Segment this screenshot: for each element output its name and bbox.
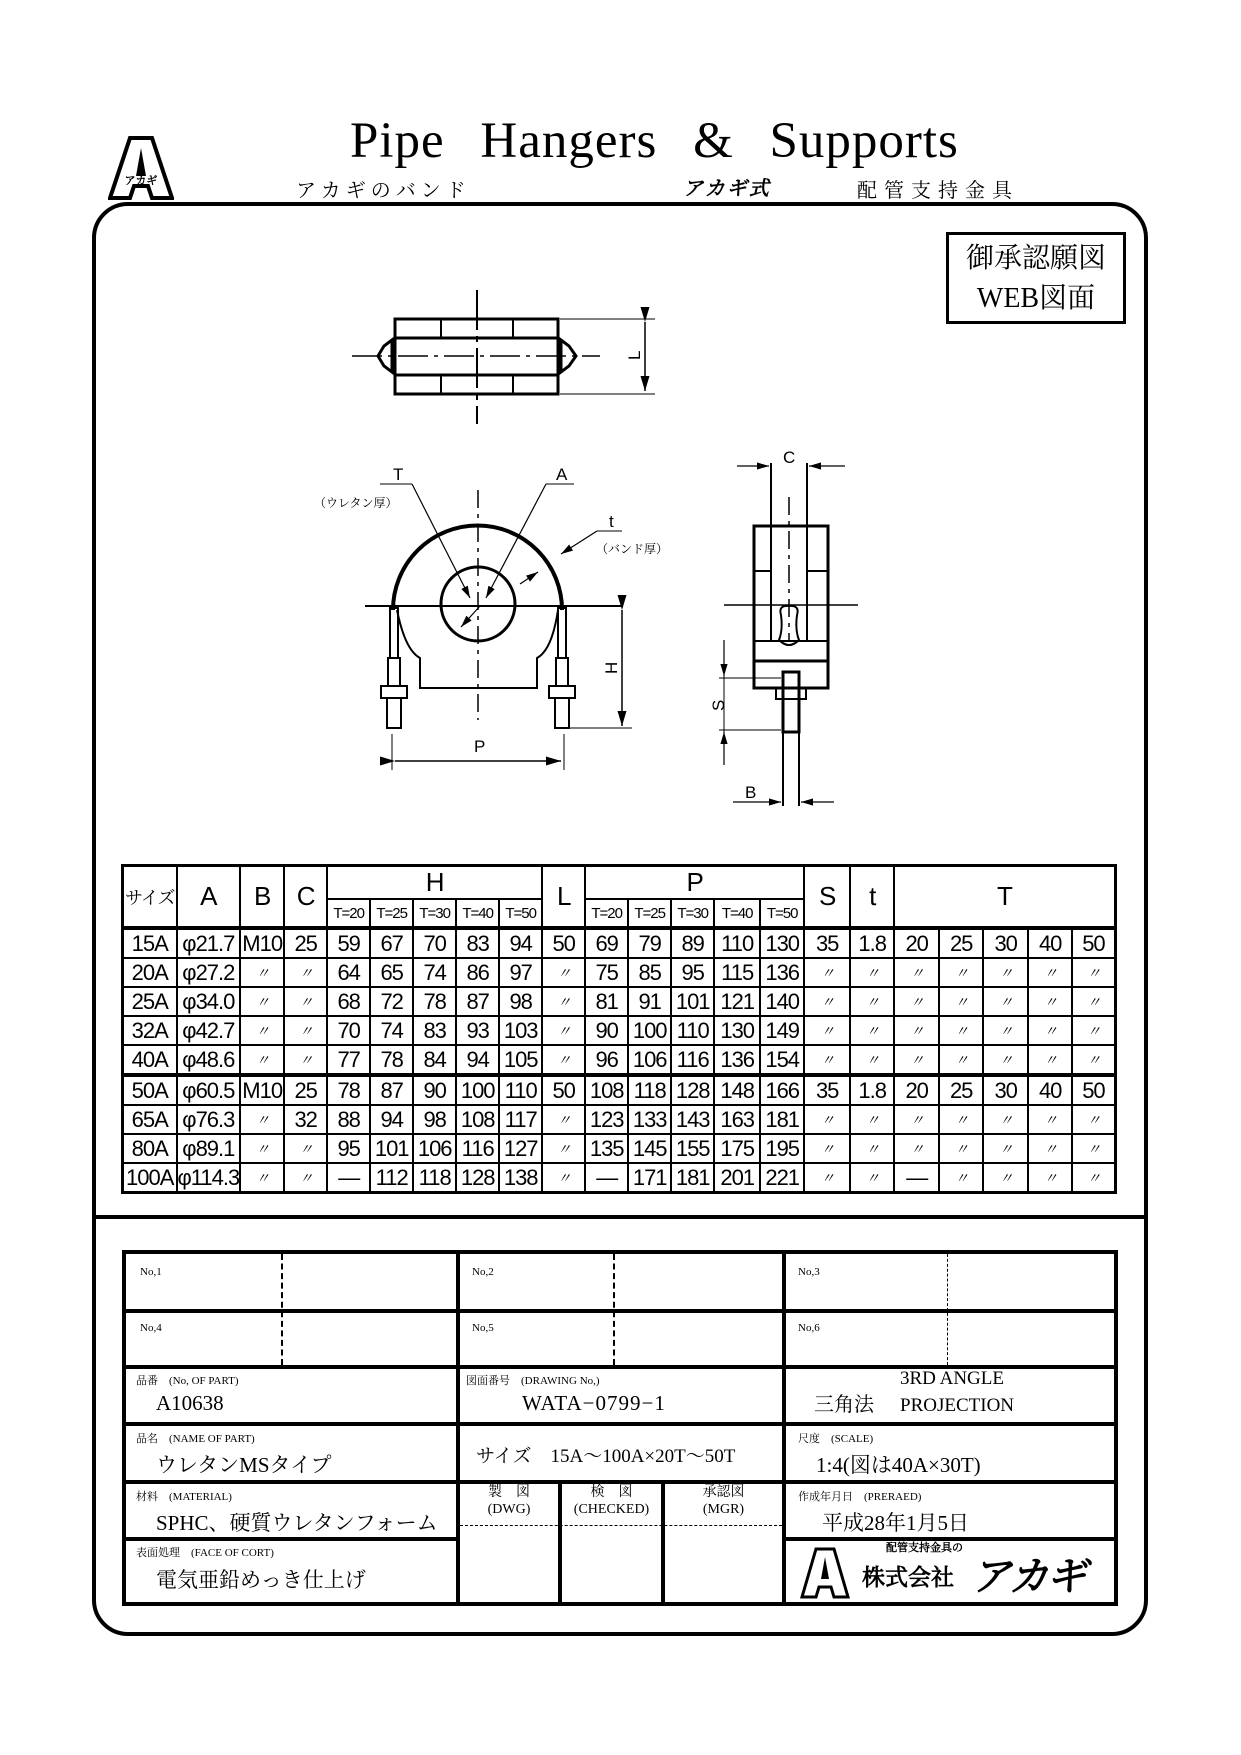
cell-S: 〃 xyxy=(804,1163,850,1193)
tb-line xyxy=(126,1422,1114,1426)
cell-H: 95 xyxy=(327,1134,370,1163)
cell-L: 〃 xyxy=(542,1105,585,1134)
cell-A: φ48.6 xyxy=(177,1045,241,1075)
cell-S: 〃 xyxy=(804,958,850,987)
cell-size: 32A xyxy=(123,1016,177,1045)
cell-T: 〃 xyxy=(894,958,939,987)
revision-slot-1: No,1 xyxy=(140,1266,162,1278)
cell-T: 〃 xyxy=(939,1134,983,1163)
revision-slot-3: No,3 xyxy=(798,1266,820,1278)
cell-t: 〃 xyxy=(850,1045,894,1075)
cell-P: 221 xyxy=(760,1163,804,1193)
projection-en-line1: 3RD ANGLE xyxy=(900,1368,1004,1389)
cell-H: 87 xyxy=(456,987,499,1016)
cell-H: 64 xyxy=(327,958,370,987)
cell-H: 94 xyxy=(370,1105,413,1134)
cell-size: 50A xyxy=(123,1075,177,1105)
cell-B: 〃 xyxy=(240,1045,284,1075)
cell-A: φ34.0 xyxy=(177,987,241,1016)
date-label: 作成年月日 (PRERAED) xyxy=(798,1491,922,1503)
cell-T: 〃 xyxy=(894,1134,939,1163)
cell-P: 75 xyxy=(585,958,628,987)
cell-T: 50 xyxy=(1072,1075,1115,1105)
cell-H: 72 xyxy=(370,987,413,1016)
cell-B: M10 xyxy=(240,1075,284,1105)
cell-T: 〃 xyxy=(1028,987,1072,1016)
cell-A: φ89.1 xyxy=(177,1134,241,1163)
company-logo xyxy=(786,1541,1114,1602)
top-view xyxy=(352,290,655,424)
cell-T: 〃 xyxy=(939,958,983,987)
cell-T: 〃 xyxy=(1072,987,1115,1016)
cell-T: 40 xyxy=(1028,1075,1072,1105)
scale-value: 1:4(図は40A×30T) xyxy=(816,1453,981,1477)
cell-H: 86 xyxy=(456,958,499,987)
cell-A: φ27.2 xyxy=(177,958,241,987)
cell-P: 91 xyxy=(628,987,671,1016)
cell-P: 95 xyxy=(671,958,714,987)
cell-H: 94 xyxy=(456,1045,499,1075)
table-row xyxy=(123,1163,1116,1193)
company-tagline: 配管支持金具の xyxy=(886,1541,963,1554)
cell-size: 40A xyxy=(123,1045,177,1075)
cell-P: 116 xyxy=(671,1045,714,1075)
col-header-H: H xyxy=(327,866,542,900)
cell-H: 74 xyxy=(413,958,456,987)
cell-A: φ42.7 xyxy=(177,1016,241,1045)
cell-L: 〃 xyxy=(542,987,585,1016)
cell-T: 〃 xyxy=(1072,1163,1115,1193)
tb-line xyxy=(126,1309,1114,1313)
cell-P: 115 xyxy=(714,958,760,987)
cell-H: 83 xyxy=(456,928,499,958)
cell-S: 35 xyxy=(804,928,850,958)
cell-P: 135 xyxy=(585,1134,628,1163)
cell-H: 105 xyxy=(499,1045,542,1075)
sign-box-checked xyxy=(562,1484,661,1518)
cell-H: 78 xyxy=(327,1075,370,1105)
subtitle-right: 配管支持金具 xyxy=(857,178,1019,202)
cell-T: 〃 xyxy=(1072,1105,1115,1134)
tb-dashed-line xyxy=(613,1254,615,1365)
cell-A: φ114.3 xyxy=(177,1163,241,1193)
scale-label: 尺度 (SCALE) xyxy=(798,1433,874,1445)
cell-T: 30 xyxy=(983,928,1028,958)
cell-H: 70 xyxy=(413,928,456,958)
cell-P: 81 xyxy=(585,987,628,1016)
company-name: アカギ xyxy=(971,1554,1085,1600)
sub-header-P-T50: T=50 xyxy=(760,899,804,928)
cell-T: 20 xyxy=(894,928,939,958)
col-header-T: T xyxy=(894,866,1115,929)
table-row xyxy=(123,1016,1116,1045)
subtitle-brand: アカギ式 xyxy=(683,176,771,200)
date-value: 平成28年1月5日 xyxy=(822,1511,969,1535)
cell-H: 70 xyxy=(327,1016,370,1045)
tb-line xyxy=(456,1254,460,1602)
part-name-label: 品名 (NAME OF PART) xyxy=(136,1433,255,1445)
front-view xyxy=(365,484,632,770)
cell-L: 〃 xyxy=(542,1016,585,1045)
approved-label-jp: 承認図 xyxy=(702,1485,745,1500)
cell-H: 128 xyxy=(456,1163,499,1193)
cell-size: 65A xyxy=(123,1105,177,1134)
col-header-size: サイズ xyxy=(123,866,177,929)
cell-P: 108 xyxy=(585,1075,628,1105)
tb-dashed-line xyxy=(947,1254,948,1365)
cell-L: 〃 xyxy=(542,958,585,987)
col-header-P: P xyxy=(585,866,804,900)
sub-header-H-T25: T=25 xyxy=(370,899,413,928)
col-header-S: S xyxy=(804,866,850,929)
cell-T: 〃 xyxy=(1028,1045,1072,1075)
cell-T: 〃 xyxy=(894,1016,939,1045)
cell-T: 〃 xyxy=(983,1134,1028,1163)
sub-header-P-T25: T=25 xyxy=(628,899,671,928)
part-name-value: ウレタンMSタイプ xyxy=(156,1453,332,1477)
cell-L: 50 xyxy=(542,1075,585,1105)
revision-slot-4: No,4 xyxy=(140,1322,162,1334)
cell-t: 1.8 xyxy=(850,1075,894,1105)
cell-H: 83 xyxy=(413,1016,456,1045)
col-header-t: t xyxy=(850,866,894,929)
cell-P: 136 xyxy=(760,958,804,987)
cell-T: 〃 xyxy=(1072,1016,1115,1045)
drawing-no-value: WATA−0799−1 xyxy=(522,1391,666,1415)
tb-dashed-line xyxy=(281,1254,283,1365)
cell-H: 65 xyxy=(370,958,413,987)
cell-H: 84 xyxy=(413,1045,456,1075)
col-header-B: B xyxy=(240,866,284,929)
cell-S: 〃 xyxy=(804,1045,850,1075)
cell-P: 90 xyxy=(585,1016,628,1045)
dim-label-P: P xyxy=(474,737,486,756)
cell-T: 〃 xyxy=(983,1105,1028,1134)
dim-label-B: B xyxy=(745,783,757,802)
drawn-label-en: (DWG) xyxy=(487,1502,531,1517)
cell-B: 〃 xyxy=(240,1134,284,1163)
cell-B: 〃 xyxy=(240,1016,284,1045)
cell-T: 〃 xyxy=(1028,1016,1072,1045)
akagi-logo-small-icon xyxy=(800,1547,850,1599)
checked-label-en: (CHECKED) xyxy=(573,1502,650,1517)
cell-L: 〃 xyxy=(542,1045,585,1075)
cell-size: 80A xyxy=(123,1134,177,1163)
dim-note-band-thickness: （バンド厚） xyxy=(596,542,669,556)
cell-T: 25 xyxy=(939,928,983,958)
cell-T: — xyxy=(894,1163,939,1193)
cell-P: 149 xyxy=(760,1016,804,1045)
cell-H: 98 xyxy=(499,987,542,1016)
cell-H: 90 xyxy=(413,1075,456,1105)
cell-P: 123 xyxy=(585,1105,628,1134)
cell-P: 85 xyxy=(628,958,671,987)
page-title: Pipe Hangers & Supports xyxy=(350,113,959,169)
cell-T: 〃 xyxy=(1072,958,1115,987)
col-header-L: L xyxy=(542,866,585,929)
cell-H: 108 xyxy=(456,1105,499,1134)
table-row xyxy=(123,928,1116,958)
cell-T: 30 xyxy=(983,1075,1028,1105)
dim-label-A: A xyxy=(556,465,568,484)
part-no-label: 品番 (No, OF PART) xyxy=(136,1375,239,1387)
cell-B: 〃 xyxy=(240,958,284,987)
cell-P: 175 xyxy=(714,1134,760,1163)
tb-line xyxy=(126,1537,460,1541)
cell-H: 127 xyxy=(499,1134,542,1163)
cell-C: 32 xyxy=(284,1105,327,1134)
cell-size: 20A xyxy=(123,958,177,987)
cell-P: 163 xyxy=(714,1105,760,1134)
cell-S: 〃 xyxy=(804,1134,850,1163)
checked-label-jp: 検 図 xyxy=(590,1485,633,1500)
table-row xyxy=(123,958,1116,987)
cell-P: 181 xyxy=(671,1163,714,1193)
cell-t: 〃 xyxy=(850,1163,894,1193)
cell-P: 154 xyxy=(760,1045,804,1075)
finish-value: 電気亜鉛めっき仕上げ xyxy=(156,1568,366,1592)
cell-H: 103 xyxy=(499,1016,542,1045)
approved-label-en: (MGR) xyxy=(702,1502,745,1517)
dim-label-H: H xyxy=(602,661,621,674)
cell-P: 128 xyxy=(671,1075,714,1105)
cell-T: 〃 xyxy=(939,987,983,1016)
cell-H: 138 xyxy=(499,1163,542,1193)
frame-divider xyxy=(92,1215,1148,1219)
cell-t: 〃 xyxy=(850,1105,894,1134)
cell-T: 〃 xyxy=(1028,958,1072,987)
cell-H: 68 xyxy=(327,987,370,1016)
sub-header-H-T30: T=30 xyxy=(413,899,456,928)
cell-P: 89 xyxy=(671,928,714,958)
cell-P: 148 xyxy=(714,1075,760,1105)
cell-C: 25 xyxy=(284,928,327,958)
cell-P: 145 xyxy=(628,1134,671,1163)
revision-slot-2: No,2 xyxy=(472,1266,494,1278)
cell-T: 〃 xyxy=(939,1163,983,1193)
cell-T: 〃 xyxy=(894,1105,939,1134)
cell-T: 〃 xyxy=(983,987,1028,1016)
table-row xyxy=(123,1045,1116,1075)
cell-T: 20 xyxy=(894,1075,939,1105)
cell-H: 118 xyxy=(413,1163,456,1193)
cell-B: 〃 xyxy=(240,1105,284,1134)
cell-C: 〃 xyxy=(284,958,327,987)
cell-H: 78 xyxy=(370,1045,413,1075)
dimension-table xyxy=(121,864,1117,1194)
cell-T: 〃 xyxy=(1028,1134,1072,1163)
cell-A: φ21.7 xyxy=(177,928,241,958)
revision-slot-5: No,5 xyxy=(472,1322,494,1334)
title-block xyxy=(122,1250,1118,1606)
cell-H: 112 xyxy=(370,1163,413,1193)
cell-P: 121 xyxy=(714,987,760,1016)
cell-P: 110 xyxy=(714,928,760,958)
cell-H: 106 xyxy=(413,1134,456,1163)
cell-H: 98 xyxy=(413,1105,456,1134)
cell-P: 69 xyxy=(585,928,628,958)
cell-P: 130 xyxy=(714,1016,760,1045)
cell-T: 〃 xyxy=(1072,1045,1115,1075)
company-prefix: 株式会社 xyxy=(862,1565,954,1591)
sub-header-H-T40: T=40 xyxy=(456,899,499,928)
cell-P: 133 xyxy=(628,1105,671,1134)
cell-t: 1.8 xyxy=(850,928,894,958)
cell-P: 136 xyxy=(714,1045,760,1075)
cell-H: 101 xyxy=(370,1134,413,1163)
cell-T: 25 xyxy=(939,1075,983,1105)
cell-H: 94 xyxy=(499,928,542,958)
tb-dashed-line xyxy=(460,1525,782,1526)
revision-slot-6: No,6 xyxy=(798,1322,820,1334)
cell-H: 110 xyxy=(499,1075,542,1105)
subtitle-left: アカギのバンド xyxy=(296,178,471,202)
cell-H: 117 xyxy=(499,1105,542,1134)
stamp-line-1: 御承認願図 xyxy=(965,243,1106,274)
cell-C: 〃 xyxy=(284,1045,327,1075)
cell-S: 〃 xyxy=(804,1016,850,1045)
cell-T: 〃 xyxy=(1028,1163,1072,1193)
stamp-line-2: WEB図面 xyxy=(976,283,1096,314)
col-header-C: C xyxy=(284,866,327,929)
part-no-value: A10638 xyxy=(156,1391,224,1415)
cell-P: 155 xyxy=(671,1134,714,1163)
table-row xyxy=(123,1134,1116,1163)
cell-C: 〃 xyxy=(284,1016,327,1045)
cell-B: M10 xyxy=(240,928,284,958)
cell-P: 130 xyxy=(760,928,804,958)
cell-H: 77 xyxy=(327,1045,370,1075)
cell-A: φ60.5 xyxy=(177,1075,241,1105)
technical-drawing xyxy=(0,0,1241,860)
sub-header-P-T40: T=40 xyxy=(714,899,760,928)
cell-T: 〃 xyxy=(894,1045,939,1075)
cell-H: 88 xyxy=(327,1105,370,1134)
cell-H: 67 xyxy=(370,928,413,958)
cell-T: 〃 xyxy=(983,958,1028,987)
cell-L: 50 xyxy=(542,928,585,958)
cell-C: 25 xyxy=(284,1075,327,1105)
projection-en-line2: PROJECTION xyxy=(900,1395,1015,1416)
cell-P: 195 xyxy=(760,1134,804,1163)
cell-P: 79 xyxy=(628,928,671,958)
col-header-A: A xyxy=(177,866,241,929)
projection-jp: 三角法 xyxy=(814,1394,874,1416)
sub-header-H-T50: T=50 xyxy=(499,899,542,928)
cell-T: 〃 xyxy=(1028,1105,1072,1134)
drawn-label-jp: 製 図 xyxy=(488,1485,530,1500)
cell-H: 97 xyxy=(499,958,542,987)
cell-A: φ76.3 xyxy=(177,1105,241,1134)
cell-size: 25A xyxy=(123,987,177,1016)
cell-P: 96 xyxy=(585,1045,628,1075)
cell-H: — xyxy=(327,1163,370,1193)
cell-H: 100 xyxy=(456,1075,499,1105)
cell-C: 〃 xyxy=(284,1134,327,1163)
cell-C: 〃 xyxy=(284,987,327,1016)
drawing-no-label: 図面番号 (DRAWING No,) xyxy=(466,1375,600,1387)
sub-header-H-T20: T=20 xyxy=(327,899,370,928)
cell-H: 93 xyxy=(456,1016,499,1045)
side-view xyxy=(719,463,858,806)
dim-label-S: S xyxy=(709,699,728,711)
cell-P: 166 xyxy=(760,1075,804,1105)
dim-label-L: L xyxy=(625,350,644,360)
cell-T: 40 xyxy=(1028,928,1072,958)
cell-T: 50 xyxy=(1072,928,1115,958)
material-value: SPHC、硬質ウレタンフォーム xyxy=(156,1511,438,1535)
cell-L: 〃 xyxy=(542,1163,585,1193)
dim-note-urethane-thickness: （ウレタン厚） xyxy=(314,496,398,510)
cell-P: 143 xyxy=(671,1105,714,1134)
sign-box-approved xyxy=(665,1484,782,1518)
cell-t: 〃 xyxy=(850,1016,894,1045)
sign-box-drawn xyxy=(460,1484,558,1518)
cell-P: 106 xyxy=(628,1045,671,1075)
dim-label-t: t xyxy=(609,512,614,531)
cell-B: 〃 xyxy=(240,1163,284,1193)
cell-B: 〃 xyxy=(240,987,284,1016)
cell-P: 118 xyxy=(628,1075,671,1105)
sub-header-P-T20: T=20 xyxy=(585,899,628,928)
cell-T: 〃 xyxy=(983,1016,1028,1045)
dimension-table-body xyxy=(123,928,1116,1193)
dim-label-C: C xyxy=(783,448,796,467)
cell-P: 100 xyxy=(628,1016,671,1045)
cell-T: 〃 xyxy=(983,1045,1028,1075)
cell-P: 101 xyxy=(671,987,714,1016)
cell-S: 〃 xyxy=(804,987,850,1016)
cell-T: 〃 xyxy=(939,1105,983,1134)
cell-size: 100A xyxy=(123,1163,177,1193)
cell-H: 87 xyxy=(370,1075,413,1105)
table-row xyxy=(123,1075,1116,1105)
svg-text:アカギ: アカギ xyxy=(124,174,158,187)
cell-t: 〃 xyxy=(850,1134,894,1163)
cell-P: — xyxy=(585,1163,628,1193)
cell-P: 171 xyxy=(628,1163,671,1193)
cell-H: 74 xyxy=(370,1016,413,1045)
cell-t: 〃 xyxy=(850,987,894,1016)
sub-header-P-T30: T=30 xyxy=(671,899,714,928)
cell-C: 〃 xyxy=(284,1163,327,1193)
cell-T: 〃 xyxy=(983,1163,1028,1193)
cell-size: 15A xyxy=(123,928,177,958)
cell-S: 35 xyxy=(804,1075,850,1105)
cell-H: 116 xyxy=(456,1134,499,1163)
cell-T: 〃 xyxy=(939,1045,983,1075)
material-label: 材料 (MATERIAL) xyxy=(136,1491,232,1503)
cell-H: 59 xyxy=(327,928,370,958)
size-range: サイズ 15A～100A×20T～50T xyxy=(476,1446,736,1467)
cell-S: 〃 xyxy=(804,1105,850,1134)
cell-T: 〃 xyxy=(1072,1134,1115,1163)
cell-T: 〃 xyxy=(939,1016,983,1045)
cell-P: 201 xyxy=(714,1163,760,1193)
table-row xyxy=(123,987,1116,1016)
cell-P: 181 xyxy=(760,1105,804,1134)
cell-P: 110 xyxy=(671,1016,714,1045)
cell-P: 140 xyxy=(760,987,804,1016)
finish-label: 表面処理 (FACE OF CORT) xyxy=(136,1547,274,1559)
cell-H: 78 xyxy=(413,987,456,1016)
cell-t: 〃 xyxy=(850,958,894,987)
cell-T: 〃 xyxy=(894,987,939,1016)
dim-label-T: T xyxy=(393,465,404,484)
table-row xyxy=(123,1105,1116,1134)
cell-L: 〃 xyxy=(542,1134,585,1163)
